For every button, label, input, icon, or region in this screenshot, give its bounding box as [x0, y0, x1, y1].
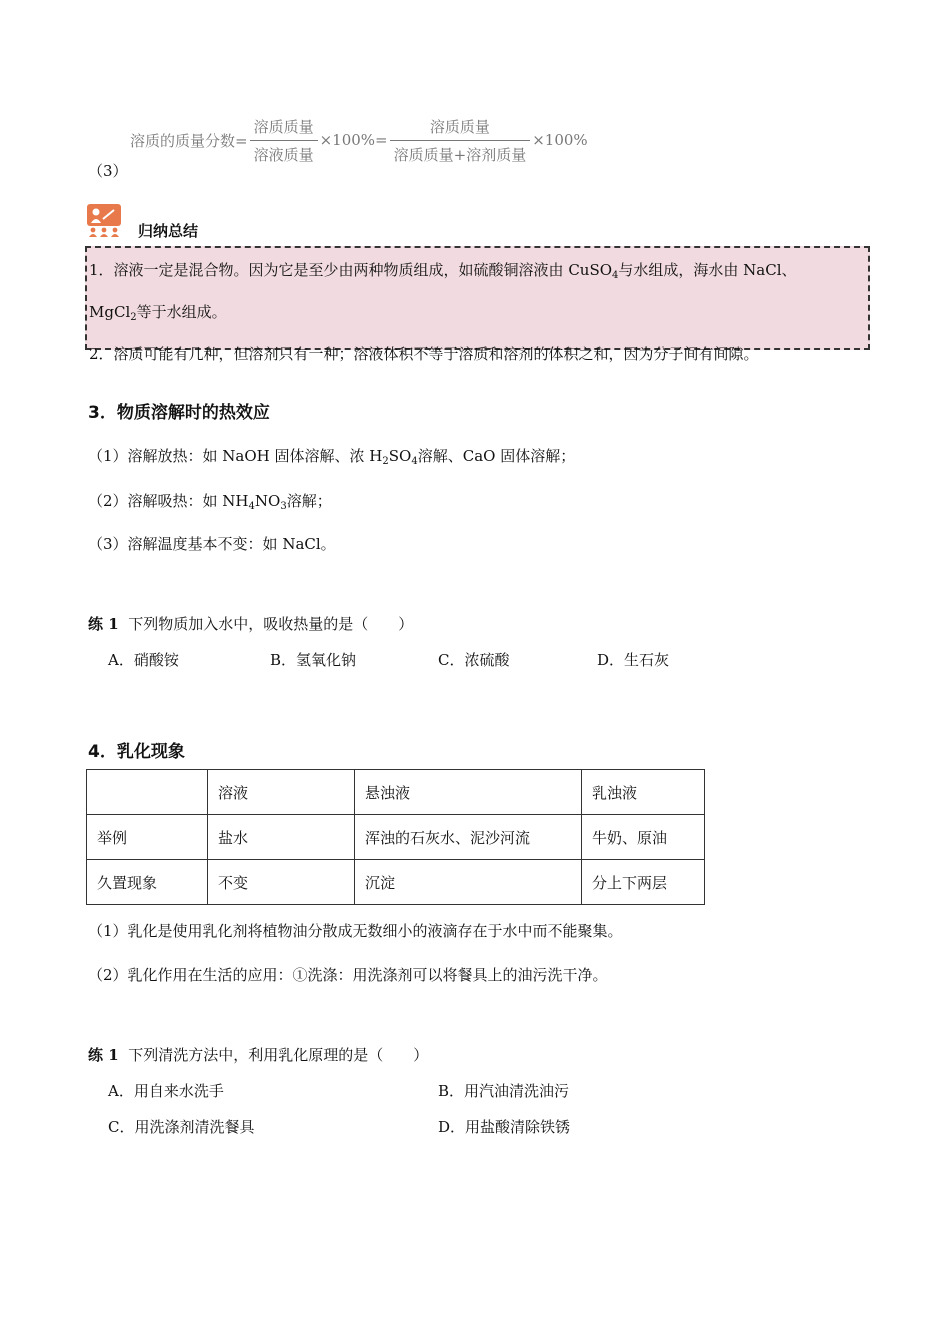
table-row	[87, 815, 705, 860]
item-2-sub-2: 3	[280, 501, 287, 512]
item-1-part-c: 溶解、CaO 固体溶解；	[417, 447, 576, 465]
formula-fraction-2	[390, 116, 531, 165]
exercise-1-option-b[interactable]: B．氢氧化钠	[270, 651, 357, 669]
exercise-2-label: 练 1	[88, 1046, 119, 1064]
table-header-cell: 悬浊液	[355, 770, 582, 815]
item-2-part-a: （2）溶解吸热：如 NH	[88, 492, 249, 510]
item-2-part-c: 溶解；	[286, 492, 332, 510]
fraction-1-denominator: 溶液质量	[250, 140, 318, 165]
formula-times-2: ×100%	[532, 131, 588, 149]
summary-line-2-tail: 等于水组成。	[136, 303, 227, 321]
item-1-part-b: SO	[388, 447, 412, 465]
table-cell: 分上下两层	[582, 860, 705, 905]
exercise-2-option-c[interactable]: C．用洗涤剂清洗餐具	[108, 1118, 255, 1136]
item-1-sub-2: 4	[411, 456, 418, 467]
item-3-label: （3）	[88, 162, 128, 180]
mass-fraction-formula	[130, 112, 588, 168]
item-2-part-b: NO	[254, 492, 281, 510]
summary-line-1-sub: 4	[612, 270, 619, 281]
summary-line-2-text: MgCl	[89, 303, 131, 321]
section-4-note-2: （2）乳化作用在生活的应用：①洗涤：用洗涤剂可以将餐具上的油污洗干净。	[88, 966, 608, 984]
formula-fraction-1	[250, 116, 318, 165]
summary-title: 归纳总结	[138, 222, 199, 240]
exercise-1-label: 练 1	[88, 615, 119, 633]
summary-line-2-sub: 2	[130, 312, 137, 323]
table-header-row	[87, 770, 705, 815]
table-cell: 不变	[208, 860, 355, 905]
summary-line-3: 2．溶质可能有几种，但溶剂只有一种；溶液体积不等于溶质和溶剂的体积之和，因为分子间有间隙。	[89, 345, 759, 363]
exercise-2-question	[88, 1044, 428, 1065]
suspension-comparison-table	[86, 769, 705, 905]
teacher-board-icon	[86, 203, 122, 237]
table-header-cell: 乳浊液	[582, 770, 705, 815]
fraction-2-denominator: 溶质质量+溶剂质量	[390, 140, 531, 165]
item-1-part-a: （1）溶解放热：如 NaOH 固体溶解、浓 H	[88, 447, 383, 465]
summary-line-2	[89, 294, 866, 336]
formula-lhs: 溶质的质量分数=	[130, 131, 248, 150]
table-cell: 盐水	[208, 815, 355, 860]
item-1-sub-1: 2	[382, 456, 389, 467]
table-cell: 沉淀	[355, 860, 582, 905]
table-cell: 浑浊的石灰水、泥沙河流	[355, 815, 582, 860]
section-3-item-1	[88, 445, 575, 467]
fraction-2-numerator: 溶质质量	[429, 117, 490, 136]
exercise-1-question	[88, 613, 413, 634]
exercise-2-option-b[interactable]: B．用汽油清洗油污	[438, 1082, 570, 1100]
section-3-item-3: （3）溶解温度基本不变：如 NaCl。	[88, 535, 336, 553]
section-4-heading: 4．乳化现象	[88, 742, 185, 762]
table-row	[87, 860, 705, 905]
section-4-note-1: （1）乳化是使用乳化剂将植物油分散成无数细小的液滴存在于水中而不能聚集。	[88, 922, 623, 940]
summary-line-1	[89, 252, 866, 294]
exercise-1-option-d[interactable]: D．生石灰	[597, 651, 670, 669]
fraction-1-numerator: 溶质质量	[253, 117, 314, 136]
table-cell: 举例	[87, 815, 208, 860]
summary-line-1-tail: 与水组成，海水由 NaCl、	[618, 261, 797, 279]
section-3-item-2	[88, 490, 332, 512]
exercise-2-option-a[interactable]: A．用自来水洗手	[108, 1082, 224, 1100]
exercise-2-text: 下列清洗方法中，利用乳化原理的是（ ）	[128, 1046, 429, 1064]
summary-box	[85, 246, 870, 363]
table-cell: 牛奶、原油	[582, 815, 705, 860]
exercise-1-text: 下列物质加入水中，吸收热量的是（ ）	[128, 615, 414, 633]
section-3-heading: 3．物质溶解时的热效应	[88, 403, 270, 423]
table-header-cell	[87, 770, 208, 815]
item-2-sub-1: 4	[248, 501, 255, 512]
exercise-2-option-d[interactable]: D．用盐酸清除铁锈	[438, 1118, 571, 1136]
table-header-cell: 溶液	[208, 770, 355, 815]
formula-times-1: ×100%=	[319, 131, 388, 149]
table-cell: 久置现象	[87, 860, 208, 905]
exercise-1-option-a[interactable]: A．硝酸铵	[108, 651, 179, 669]
summary-line-1-text: 1．溶液一定是混合物。因为它是至少由两种物质组成，如硫酸铜溶液由 CuSO	[89, 261, 613, 279]
exercise-1-option-c[interactable]: C．浓硫酸	[438, 651, 510, 669]
